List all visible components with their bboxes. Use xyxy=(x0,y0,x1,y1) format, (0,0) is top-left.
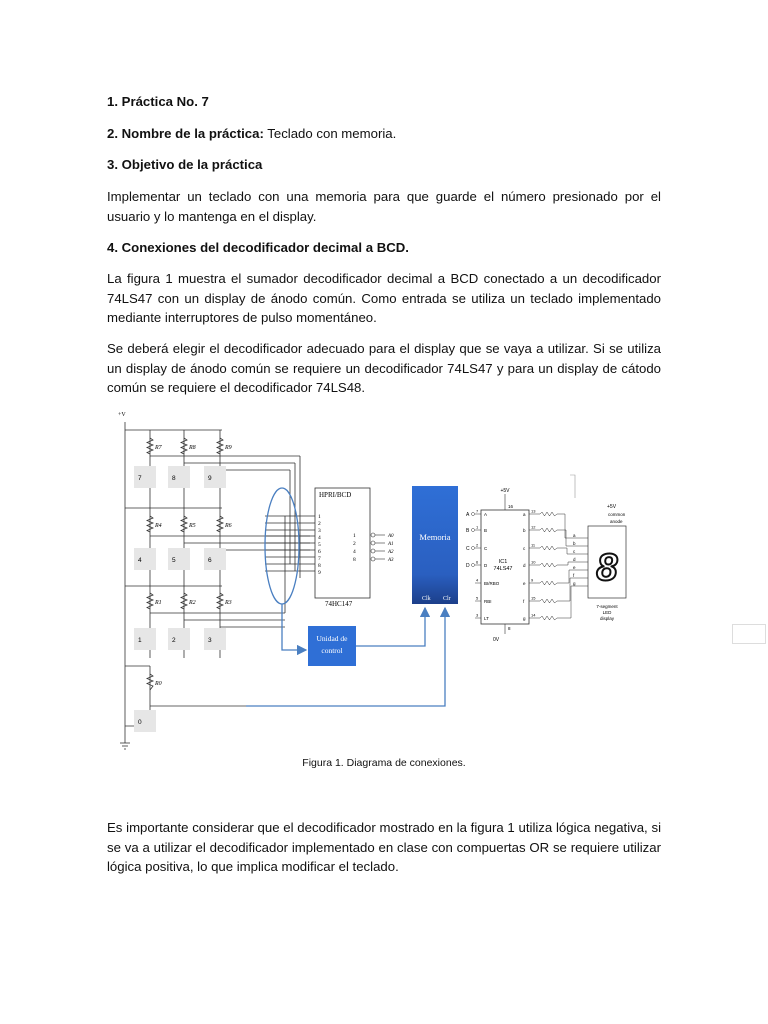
decoder-output-name: c xyxy=(523,546,526,551)
resistor-label: R2 xyxy=(189,600,196,606)
control-unit-line1: Unidad de xyxy=(316,634,348,643)
decoder-input-pin: 7 xyxy=(476,508,479,514)
segment-label: e xyxy=(573,565,576,570)
section-2-label: 2. Nombre de la práctica: xyxy=(107,126,264,141)
decoder-input-name: B xyxy=(484,528,488,533)
decoder-output-name: f xyxy=(523,599,525,604)
connection-diagram xyxy=(110,408,660,758)
resistor-label: R7 xyxy=(155,445,162,451)
paragraph-1: La figura 1 muestra el sumador decodificador decimal a BCD conectado a un decodificador 74LS47 con un display de ánodo común. Como entrada se utiliza un teclado implementado mediante interruptores de pulso momentáneo. xyxy=(107,271,661,325)
display-label1: 7-segment xyxy=(596,604,618,609)
display-supply: +5V xyxy=(607,504,617,510)
encoder-output-name: A3 xyxy=(388,558,394,563)
display-anode-label1: common xyxy=(608,512,626,517)
control-unit-line2: control xyxy=(321,646,343,655)
section-2-line xyxy=(107,124,661,144)
key-label: 9 xyxy=(208,475,212,482)
decoder-output-pin: 10 xyxy=(531,559,536,565)
decoder-gnd-pin: 8 xyxy=(508,626,511,631)
encoder-output-label: 2 xyxy=(353,541,356,547)
decoder-supply: +5V xyxy=(500,488,510,494)
paragraph-3: Es importante considerar que el decodificador mostrado en la figura 1 utiliza lógica negativa, si se va a utilizar el decodificador implementado en clase con compuertas OR se requiere utilizar lógica positiva, lo que implica modificar el teclado. xyxy=(107,820,661,874)
section-3-heading: 3. Objetivo de la práctica xyxy=(107,157,263,172)
decoder-vcc-pin: 16 xyxy=(508,504,514,509)
objective-paragraph: Implementar un teclado con una memoria para que guarde el número presionado por el usuario y lo mantenga en el display. xyxy=(107,189,661,224)
decoder-name: IC1 xyxy=(498,559,508,565)
decoder-output-pin: 13 xyxy=(531,508,536,514)
segment-label: g xyxy=(573,581,576,586)
figure-caption: Figura 1. Diagrama de conexiones. xyxy=(302,757,466,769)
segment-label: d xyxy=(573,557,576,562)
decoder-output-name: a xyxy=(523,512,526,517)
decoder-extra-label: LT xyxy=(484,616,489,621)
key-label: 4 xyxy=(138,557,142,564)
encoder-input-label: 6 xyxy=(318,549,321,555)
resistor-label: R9 xyxy=(225,445,232,451)
decoder-input-label: C xyxy=(466,546,470,552)
section-1-heading: 1. Práctica No. 7 xyxy=(107,94,209,109)
decoder-input-name: D xyxy=(484,563,488,568)
encoder-output-label: 1 xyxy=(353,533,356,539)
encoder-title: HPRI/BCD xyxy=(319,491,352,499)
segment-line xyxy=(540,586,588,620)
encoder-chip xyxy=(315,488,370,598)
key-label: 5 xyxy=(172,557,176,564)
encoder-input-label: 4 xyxy=(318,535,321,541)
decoder-ground: 0V xyxy=(493,637,500,643)
encoder-output-label: 4 xyxy=(353,549,356,555)
decoder-input-pin: 2 xyxy=(476,542,479,548)
memory-block xyxy=(412,486,458,604)
encoder-output-label: 8 xyxy=(353,557,356,563)
decoder-input-pin: 1 xyxy=(476,524,479,530)
key-label: 6 xyxy=(208,557,212,564)
vcc-label: +V xyxy=(118,412,126,418)
section-4-heading: 4. Conexiones del decodificador decimal a BCD. xyxy=(107,240,409,255)
key-label: 3 xyxy=(208,637,212,644)
display-label3: display xyxy=(599,616,615,621)
encoder-input-label: 5 xyxy=(318,542,321,548)
decoder-output-pin: 14 xyxy=(531,612,536,618)
input-bus-ellipse xyxy=(265,488,299,604)
resistor-label: R1 xyxy=(155,600,162,606)
decoder-input-pin: 6 xyxy=(476,559,479,565)
decoder-output-pin: 9 xyxy=(531,577,534,583)
encoder-input-label: 3 xyxy=(318,528,321,534)
segment-line xyxy=(540,528,588,546)
encoder-part: 74HC147 xyxy=(325,600,353,608)
key-label: 2 xyxy=(172,637,176,644)
decoder-input-label: A xyxy=(466,512,470,518)
decoder-output-name: d xyxy=(523,563,526,568)
decoder-part: 74LS47 xyxy=(493,566,513,572)
encoder-input-label: 2 xyxy=(318,521,321,527)
decoder-extra-pin: 4 xyxy=(476,577,479,583)
resistor-label: R4 xyxy=(155,523,162,529)
key-label: 7 xyxy=(138,475,142,482)
segment-line xyxy=(540,512,588,538)
segment-label: f xyxy=(573,573,575,578)
arrow-to-clk xyxy=(356,608,425,646)
segment-label: c xyxy=(573,549,576,554)
memory-label: Memoria xyxy=(419,532,451,542)
key-label: 1 xyxy=(138,637,142,644)
segment-label: b xyxy=(573,541,576,546)
decoder-output-name: g xyxy=(523,616,526,621)
decoder-output-name: e xyxy=(523,581,526,586)
display-anode-label2: anode xyxy=(610,519,623,524)
decoder-input-name: A xyxy=(484,512,488,517)
arrow-to-control xyxy=(282,604,306,650)
decoder-extra-label: RBI xyxy=(484,599,492,604)
encoder-input-label: 9 xyxy=(318,570,321,576)
decoder-input-name: C xyxy=(484,546,488,551)
encoder-input-label: 8 xyxy=(318,563,321,569)
display-digit: 8 xyxy=(596,547,618,589)
encoder-output-name: A1 xyxy=(388,542,394,547)
memory-clr: Clr xyxy=(443,596,451,602)
key-label: 0 xyxy=(138,719,142,726)
display-label2: LED xyxy=(602,610,612,615)
keypad-cells xyxy=(134,438,232,732)
decoder-input-label: D xyxy=(466,563,470,569)
resistor-label: R6 xyxy=(225,523,232,529)
key-label: 8 xyxy=(172,475,176,482)
resistor-label: R8 xyxy=(189,445,196,451)
resistor-label: R0 xyxy=(155,681,162,687)
resistor-label: R5 xyxy=(189,523,196,529)
decoder-output-pin: 12 xyxy=(531,524,536,530)
decoder-extra-pin: 5 xyxy=(476,595,479,601)
encoder-input-label: 7 xyxy=(318,556,321,562)
decoder-extra-label: BI/RBO xyxy=(484,581,500,586)
decoder-output-pin: 11 xyxy=(531,542,536,548)
segment-line xyxy=(540,570,588,585)
encoder-output-name: A0 xyxy=(388,534,394,539)
decoder-74ls47 xyxy=(466,488,588,643)
decoder-output-pin: 15 xyxy=(531,595,536,601)
segment-label: a xyxy=(573,533,576,538)
paragraph-2: Se deberá elegir el decodificador adecuado para el display que se vaya a utilizar. Si se utiliza un display de ánodo común se requiere un decodificador 74LS47 y para un display de cátodo común se requiere el decodificador 74LS48. xyxy=(107,341,661,395)
decoder-input-label: B xyxy=(466,528,470,534)
segment-line xyxy=(540,562,588,567)
seven-segment-display xyxy=(588,504,626,621)
decoder-extra-pin: 3 xyxy=(476,612,479,618)
segment-line xyxy=(540,546,588,554)
encoder-input-label: 1 xyxy=(318,514,321,520)
encoder-output-name: A2 xyxy=(388,550,394,555)
decoder-output-name: b xyxy=(523,528,526,533)
resistor-label: R3 xyxy=(225,600,232,606)
section-2-value: Teclado con memoria. xyxy=(263,126,397,141)
memory-clk: Clk xyxy=(422,596,431,602)
page-side-box xyxy=(732,624,766,644)
